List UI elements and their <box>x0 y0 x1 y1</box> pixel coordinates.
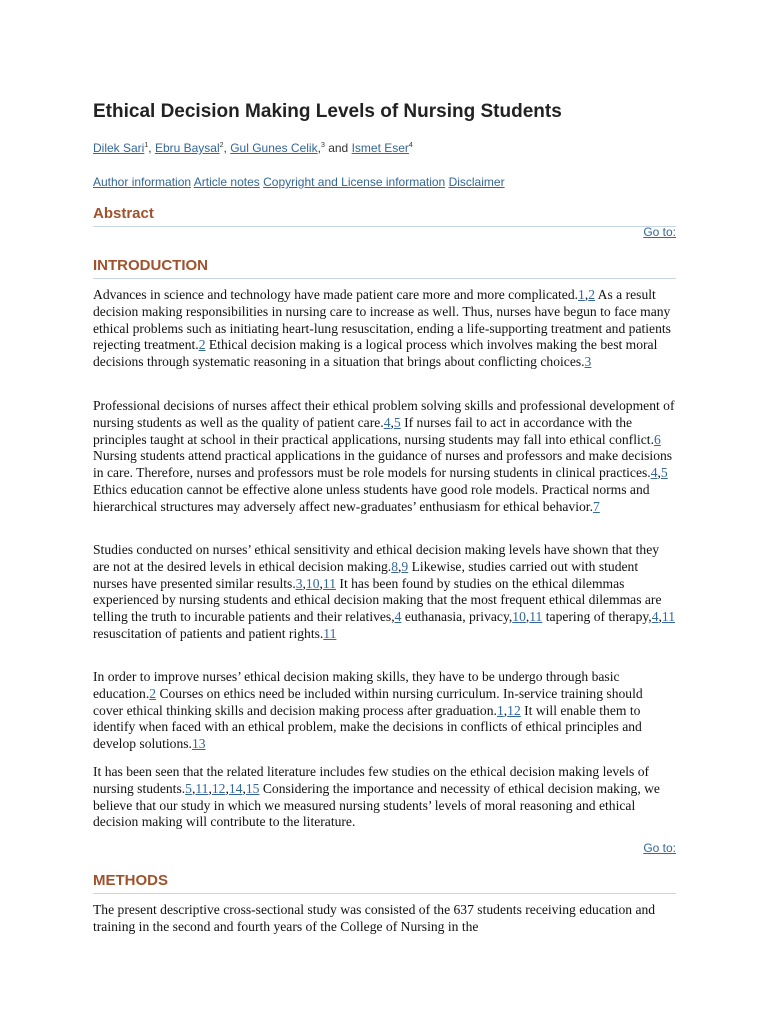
reference-link[interactable]: 1 <box>496 702 504 718</box>
methods-heading: METHODS <box>93 871 676 894</box>
author-affiliation-marker: 4 <box>408 142 413 149</box>
paragraph-text: It has been found by studies on the ethical dilemmas experienced by nursing students and ethical decision making that the most frequent ethical dilemmas are telling the truth to incurable patients and their relatives, <box>93 575 662 625</box>
reference-link[interactable]: 2 <box>149 685 157 701</box>
paragraph-text: , <box>584 287 589 302</box>
paragraph-text: , <box>525 609 530 625</box>
reference-link[interactable]: 2 <box>198 337 206 353</box>
author-conjunction: and <box>328 141 349 155</box>
paragraph-text: It has been seen that the related literature includes few studies on the ethical decision making levels of nursing students. <box>93 764 650 796</box>
paragraph-text: , <box>658 609 662 625</box>
reference-link[interactable]: 4 <box>394 609 402 625</box>
author-information-link[interactable]: Author information <box>93 175 192 189</box>
paragraph <box>93 287 676 371</box>
paragraph-text: Professional decisions of nurses affect their ethical problem solving skills and professional development of nursing students as well as the quality of patient care. <box>93 398 675 430</box>
author-list: Dilek Sari$^1$, Ebru Baysal$^2$, Gul Gunes Celik,$^3$ and Ismet Eser$^4$ <box>93 141 413 155</box>
paragraph-text: tapering of therapy, <box>542 609 652 625</box>
reference-link[interactable]: 15 <box>245 780 260 796</box>
reference-link[interactable]: 12 <box>211 780 226 796</box>
paragraph-text: As a result decision making responsibilities in nursing care to increase as well. Thus, nurses have begun to face many ethical problems such as initiating heart-lung resuscitation, ending a life-supporting treatment and patients rejecting treatment. <box>93 287 671 353</box>
author-link[interactable]: Gul Gunes Celik <box>230 141 318 155</box>
reference-link[interactable]: 3 <box>584 354 592 370</box>
goto-link[interactable]: Go to: <box>643 841 676 855</box>
reference-link[interactable]: 4 <box>650 465 658 481</box>
author-affiliation-marker: 3 <box>320 142 325 149</box>
reference-link[interactable]: 3 <box>295 575 303 591</box>
reference-link[interactable]: 11 <box>529 609 543 625</box>
author-link[interactable]: Ismet Eser <box>351 141 409 155</box>
reference-link[interactable]: 9 <box>401 558 409 574</box>
reference-link[interactable]: 14 <box>228 780 243 796</box>
paragraph-text: , <box>398 558 402 574</box>
article-notes-link[interactable]: Article notes <box>193 175 260 189</box>
reference-link[interactable]: 11 <box>322 575 337 591</box>
paragraph-text: Likewise, studies carried out with student nurses have presented similar results. <box>93 558 639 591</box>
author-link[interactable]: Ebru Baysal <box>154 141 220 155</box>
paragraph-text: If nurses fail to act in accordance with the principles taught at school in their practical applications, nursing students may fall into ethical conflict. <box>93 414 654 447</box>
reference-link[interactable]: 4 <box>651 609 659 625</box>
paragraph <box>93 764 676 831</box>
paragraph-text: In order to improve nurses’ ethical decision making skills, they have to be undergo through basic education. <box>93 669 620 701</box>
paragraph-text: The present descriptive cross-sectional study was consisted of the 637 students receiving education and training in the second and fourth years of the College of Nursing in the <box>93 902 656 934</box>
author-link[interactable]: Dilek Sari <box>93 141 145 155</box>
goto-link[interactable]: Go to: <box>643 225 676 239</box>
paragraph-text: , <box>208 780 212 796</box>
paragraph-text: Ethical decision making is a logical process which involves making the best moral decisions through systematic reasoning in a situation that brings about conflicting choices. <box>93 337 658 370</box>
reference-link[interactable]: 1 <box>578 287 585 302</box>
reference-link[interactable]: 5 <box>660 465 668 481</box>
reference-link[interactable]: 10 <box>512 609 526 625</box>
paragraph <box>93 542 676 643</box>
reference-link[interactable]: 13 <box>191 736 206 752</box>
reference-link[interactable]: 2 <box>588 287 596 302</box>
copyright-license-link[interactable]: Copyright and License information <box>263 175 446 189</box>
article-title: Ethical Decision Making Levels of Nursing Students <box>93 101 562 122</box>
paragraph-text: euthanasia, privacy, <box>401 609 513 625</box>
reference-link[interactable]: 4 <box>383 414 391 430</box>
paragraph-text: Nursing students attend practical applications in the guidance of nurses and professors and make decisions in care. Therefore, nurses and professors must be role models for nursing students in clinical practices. <box>93 448 673 481</box>
reference-link[interactable]: 6 <box>653 431 661 447</box>
paragraph-text: , <box>657 465 661 481</box>
paragraph-text: Studies conducted on nurses’ ethical sensitivity and ethical decision making levels have shown that they are not at the desired levels in ethical decision making. <box>93 542 660 574</box>
paragraph-text: , <box>225 780 229 796</box>
reference-link[interactable]: 11 <box>323 625 337 641</box>
reference-link[interactable]: 11 <box>661 609 675 625</box>
reference-link[interactable]: 8 <box>391 558 399 574</box>
paragraph-text: , <box>191 780 196 796</box>
reference-link[interactable]: 5 <box>393 414 401 430</box>
paragraph-text: , <box>302 575 306 591</box>
author-affiliation-marker: 2 <box>219 142 224 149</box>
reference-link[interactable]: 7 <box>592 498 600 514</box>
paragraph-text: Advances in science and technology have made patient care more and more complicated. <box>93 287 579 302</box>
paragraph-text: Considering the importance and necessity of ethical decision making, we believe that our study in which we measured nursing students’ levels of moral reasoning and ethical decision making will contribute to the literature. <box>93 780 660 830</box>
paragraph-text: , <box>503 702 508 718</box>
reference-link[interactable]: 11 <box>195 780 209 796</box>
paragraph <box>93 902 676 936</box>
paragraph-text: , <box>390 414 394 430</box>
paragraph <box>93 669 676 753</box>
disclaimer-link[interactable]: Disclaimer <box>448 175 505 189</box>
paragraph-text: resuscitation of patients and patient rights. <box>93 625 324 641</box>
paragraph <box>93 398 676 516</box>
introduction-heading: INTRODUCTION <box>93 256 676 279</box>
paragraph-text: It will enable them to identify when faced with an ethical problem, make the decisions in conflicts of ethical principles and develop solutions. <box>93 702 642 752</box>
paragraph-text: Courses on ethics need be included within nursing curriculum. In-service training should cover ethical thinking skills and decision making process after graduation. <box>93 685 643 718</box>
reference-link[interactable]: 10 <box>305 575 320 591</box>
article-meta-links <box>93 174 505 190</box>
paragraph-text: , <box>319 575 323 591</box>
abstract-heading: Abstract <box>93 204 676 227</box>
reference-link[interactable]: 12 <box>507 702 521 718</box>
reference-link[interactable]: 5 <box>185 780 192 796</box>
author-affiliation-marker: 1 <box>144 142 149 149</box>
paragraph-text: , <box>242 780 246 796</box>
paragraph-text: Ethics education cannot be effective alone unless students have good role models. Practical norms and hierarchical structures may adversely affect new-graduates’ enthusiasm for ethical behavior. <box>93 481 650 514</box>
